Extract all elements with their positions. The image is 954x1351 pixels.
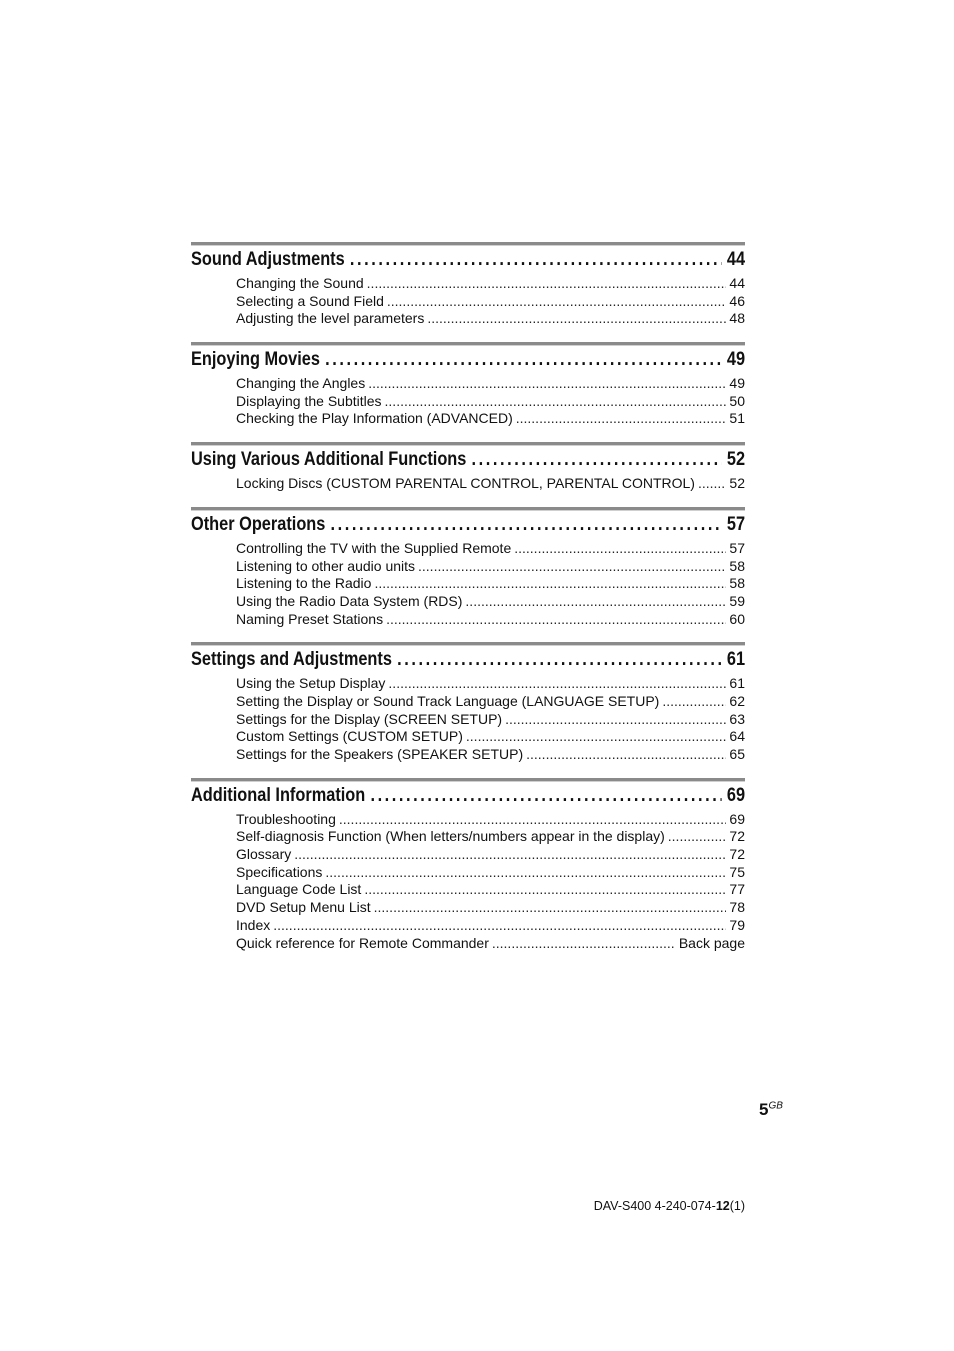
dot-leader <box>388 675 726 693</box>
entry-page: 59 <box>729 592 745 609</box>
dot-leader <box>466 728 727 746</box>
toc-section <box>191 507 745 628</box>
section-title: Additional Information <box>191 784 366 806</box>
section-page: 57 <box>726 513 746 535</box>
dot-leader <box>465 593 726 611</box>
section-page: 52 <box>726 449 746 471</box>
entry-title: Selecting a Sound Field <box>236 292 384 309</box>
toc-entry[interactable] <box>236 675 745 693</box>
entry-page: Back page <box>678 934 745 951</box>
entry-page: 72 <box>729 846 745 863</box>
entry-page: 58 <box>729 575 745 592</box>
document-id: DAV-S400 4-240-074-12(1) <box>593 1199 745 1213</box>
section-page: 44 <box>726 249 746 270</box>
entry-title: Controlling the TV with the Supplied Remote <box>236 539 512 556</box>
entry-title: Checking the Play Information (ADVANCED) <box>236 410 513 427</box>
entry-page: 49 <box>729 375 745 392</box>
entry-title: Changing the Sound <box>236 275 364 291</box>
dot-leader <box>325 349 722 371</box>
entry-title: Adjusting the level parameters <box>236 310 425 327</box>
entry-title: Self-diagnosis Function (When letters/numbers appear in the display) <box>236 828 665 845</box>
toc-entry[interactable] <box>236 828 745 846</box>
section-heading[interactable] <box>191 649 745 671</box>
toc-entry[interactable] <box>236 693 745 711</box>
section-divider <box>191 778 745 782</box>
entry-page: 51 <box>729 410 745 427</box>
dot-leader <box>364 881 726 899</box>
section-page: 49 <box>726 349 746 371</box>
toc-entry[interactable] <box>236 864 745 882</box>
entry-title: Using the Setup Display <box>236 675 386 692</box>
entry-title: Language Code List <box>236 881 362 898</box>
entry-title: Quick reference for Remote Commander <box>236 934 489 951</box>
section-divider <box>191 642 745 646</box>
toc-section <box>191 442 745 493</box>
toc-entry[interactable] <box>236 811 745 829</box>
entry-page: 52 <box>729 475 745 492</box>
dot-leader <box>331 514 722 536</box>
section-heading[interactable] <box>191 785 745 807</box>
entry-title: Index <box>236 916 271 933</box>
entry-page: 79 <box>729 916 745 933</box>
section-heading[interactable] <box>191 249 745 271</box>
toc-entry[interactable] <box>236 881 745 899</box>
entry-title: Troubleshooting <box>236 810 336 827</box>
dot-leader <box>350 249 722 271</box>
section-divider <box>191 442 745 446</box>
section-title: Sound Adjustments <box>191 249 345 270</box>
toc-section <box>191 242 745 328</box>
entry-page: 48 <box>729 310 745 327</box>
entry-title: Changing the Angles <box>236 375 366 392</box>
section-heading[interactable] <box>191 449 745 471</box>
entry-title: Custom Settings (CUSTOM SETUP) <box>236 728 463 745</box>
dot-leader <box>273 917 726 935</box>
section-divider <box>191 342 745 346</box>
entry-page: 44 <box>729 275 745 291</box>
dot-leader <box>397 649 722 671</box>
section-page: 61 <box>726 649 746 671</box>
dot-leader <box>418 558 726 576</box>
entry-list <box>236 540 745 628</box>
toc-entry[interactable] <box>236 917 745 935</box>
entry-title: Listening to the Radio <box>236 575 372 592</box>
toc-entry[interactable] <box>236 711 745 729</box>
table-of-contents <box>191 242 745 952</box>
dot-leader <box>516 410 727 428</box>
dot-leader <box>662 693 726 711</box>
toc-section <box>191 778 745 953</box>
dot-leader <box>386 611 726 629</box>
entry-title: Displaying the Subtitles <box>236 392 382 409</box>
entry-page: 58 <box>729 557 745 574</box>
dot-leader <box>698 475 726 493</box>
toc-entry[interactable] <box>236 593 745 611</box>
entry-page: 64 <box>729 728 745 745</box>
entry-title: Locking Discs (CUSTOM PARENTAL CONTROL, PARENTAL CONTROL) <box>236 475 695 492</box>
entry-list <box>236 475 745 493</box>
dot-leader <box>472 449 722 471</box>
entry-page: 77 <box>729 881 745 898</box>
toc-entry[interactable] <box>236 575 745 593</box>
entry-page: 65 <box>729 746 745 762</box>
dot-leader <box>427 310 726 328</box>
section-title: Using Various Additional Functions <box>191 449 467 471</box>
toc-entry[interactable] <box>236 846 745 864</box>
dot-leader <box>385 393 727 411</box>
entry-title: DVD Setup Menu List <box>236 899 371 916</box>
dot-leader <box>505 711 726 729</box>
entry-page: 46 <box>729 292 745 309</box>
entry-title: Using the Radio Data System (RDS) <box>236 592 463 609</box>
entry-page: 61 <box>729 675 745 692</box>
dot-leader <box>339 811 727 829</box>
entry-page: 69 <box>729 810 745 827</box>
dot-leader <box>387 293 727 311</box>
dot-leader <box>492 935 676 953</box>
entry-title: Glossary <box>236 846 292 863</box>
toc-entry[interactable] <box>236 275 745 293</box>
dot-leader <box>526 746 726 764</box>
toc-entry[interactable] <box>236 540 745 558</box>
entry-page: 62 <box>729 692 745 709</box>
entry-page: 75 <box>729 863 745 880</box>
section-divider <box>191 507 745 511</box>
entry-page: 60 <box>729 610 745 627</box>
toc-entry[interactable] <box>236 558 745 576</box>
section-heading[interactable] <box>191 349 745 371</box>
toc-entry[interactable] <box>236 410 745 428</box>
dot-leader <box>368 375 726 393</box>
entry-page: 63 <box>729 710 745 727</box>
entry-list <box>236 811 745 953</box>
entry-page: 57 <box>729 539 745 556</box>
toc-entry[interactable] <box>236 746 745 764</box>
dot-leader <box>367 275 727 293</box>
toc-entry[interactable] <box>236 475 745 493</box>
entry-title: Listening to other audio units <box>236 557 416 574</box>
section-page: 69 <box>726 784 746 806</box>
page-number-suffix: GB <box>768 1100 783 1112</box>
dot-leader <box>294 846 726 864</box>
toc-entry[interactable] <box>236 611 745 629</box>
entry-page: 72 <box>729 828 745 845</box>
entry-list <box>236 375 745 428</box>
entry-title: Settings for the Display (SCREEN SETUP) <box>236 710 503 727</box>
toc-entry[interactable] <box>236 310 745 328</box>
toc-entry[interactable] <box>236 293 745 311</box>
page-number: $5^{GB}$ <box>759 1100 783 1119</box>
dot-leader <box>374 899 727 917</box>
dot-leader <box>668 828 727 846</box>
dot-leader <box>514 540 726 558</box>
entry-page: 50 <box>729 392 745 409</box>
entry-title: Settings for the Speakers (SPEAKER SETUP) <box>236 746 524 762</box>
section-title: Other Operations <box>191 513 326 535</box>
section-heading[interactable] <box>191 514 745 536</box>
entry-list <box>236 675 745 763</box>
entry-title: Specifications <box>236 863 323 880</box>
toc-entry[interactable] <box>236 393 745 411</box>
dot-leader <box>374 575 726 593</box>
toc-entry[interactable] <box>236 375 745 393</box>
toc-entry[interactable] <box>236 899 745 917</box>
section-divider <box>191 242 745 246</box>
section-title: Settings and Adjustments <box>191 649 392 671</box>
toc-entry[interactable] <box>236 935 745 953</box>
dot-leader <box>370 785 721 807</box>
section-title: Enjoying Movies <box>191 349 320 371</box>
toc-entry[interactable] <box>236 728 745 746</box>
entry-page: 78 <box>729 899 745 916</box>
entry-list <box>236 275 745 328</box>
toc-section <box>191 642 745 763</box>
entry-title: Naming Preset Stations <box>236 610 384 627</box>
entry-title: Setting the Display or Sound Track Language (LANGUAGE SETUP) <box>236 692 660 709</box>
toc-section <box>191 342 745 428</box>
dot-leader <box>325 864 726 882</box>
